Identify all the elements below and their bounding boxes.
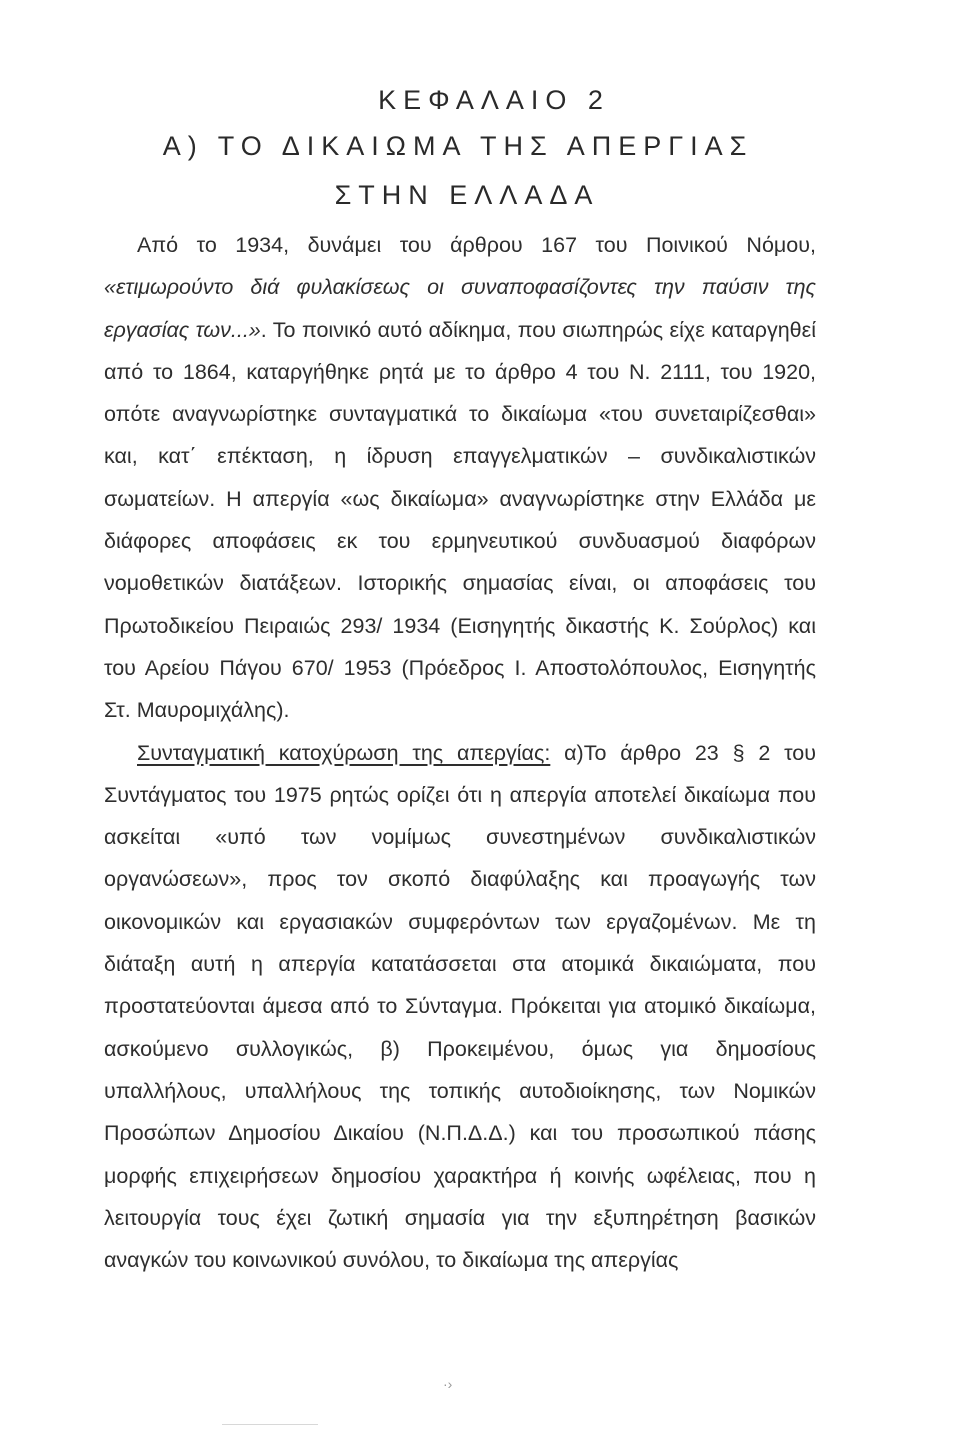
body-text <box>104 224 816 1281</box>
paragraph-2 <box>104 732 816 1282</box>
scan-artifact-line <box>222 1424 318 1425</box>
paragraph-1 <box>104 224 816 732</box>
constitutional-protection-heading: Συνταγματική κατοχύρωση της απεργίας: <box>137 740 551 765</box>
section-title-line1: Α) ΤΟ ΔΙΚΑΙΩΜΑ ΤΗΣ ΑΠΕΡΓΙΑΣ <box>162 131 754 161</box>
penal-law-quote: «ετιμωρούντο διά φυλακίσεως οι συναποφασίζοντες την παύσιν της εργασίας των...» <box>104 275 816 342</box>
paragraph-1-rest: . Το ποινικό αυτό αδίκημα, που σιωπηρώς είχε καταργηθεί από το 1864, καταργήθηκε ρητά με το άρθρο 4 του Ν. 2111, του 1920, οπότε αναγνωρίστηκε συνταγματικά το δικαίωμα «του συνεταιρίζεσθαι» και, κατ΄ επέκταση, η ίδρυση επαγγελματικών – συνδικαλιστικών σωματείων. Η απεργία «ως δικαίωμα» αναγνωρίστηκε στην Ελλάδα με διάφορες αποφάσεις εκ του ερμηνευτικού συνδυασμού διαφόρων νομοθετικών διατάξεων. Ιστορικής σημασίας είναι, οι αποφάσεις του Πρωτοδικείου Πειραιώς 293/ 1934 (Εισηγητής δικαστής Κ. Σούρλος) και του Αρείου Πάγου 670/ 1953 (Πρόεδρος Ι. Αποστολόπουλος, Εισηγητής Στ. Μαυρομιχάλης). <box>104 317 817 723</box>
chapter-heading: ΚΕΦΑΛΑΙΟ 2 <box>378 85 610 115</box>
page-mark: ·› <box>443 1376 453 1392</box>
section-title-line2: ΣΤΗΝ ΕΛΛΑΔΑ <box>334 180 600 210</box>
paragraph-1-intro: Από το 1934, δυνάμει του άρθρου 167 του Ποινικού Νόμου, <box>137 233 816 257</box>
paragraph-2-text: α)Το άρθρο 23 § 2 του Συντάγματος του 1975 ρητώς ορίζει ότι η απεργία αποτελεί δικαίωμα που ασκείται «υπό των νομίμως συνεστημένων συνδικαλιστικών οργανώσεων», προς τον σκοπό διαφύλαξης και προαγωγής των οικονομικών και εργασιακών συμφερόντων των εργαζομένων. Με τη διάταξη αυτή η απεργία κατατάσσεται στα ατομικά δικαιώματα, που προστατεύονται άμεσα από το Σύνταγμα. Πρόκειται για ατομικό δικαίωμα, ασκούμενο συλλογικώς, β) Προκειμένου, όμως για δημοσίους υπαλλήλους, υπαλλήλους της τοπικής αυτοδιοίκησης, των Νομικών Προσώπων Δημοσίου Δικαίου (Ν.Π.Δ.Δ.) και του προσωπικού πάσης μορφής επιχειρήσεων δημοσίου χαρακτήρα ή κοινής ωφέλειας, που η λειτουργία τους έχει ζωτική σημασία για την εξυπηρέτηση βασικών αναγκών του κοινωνικού συνόλου, το δικαίωμα της απεργίας <box>104 740 816 1273</box>
